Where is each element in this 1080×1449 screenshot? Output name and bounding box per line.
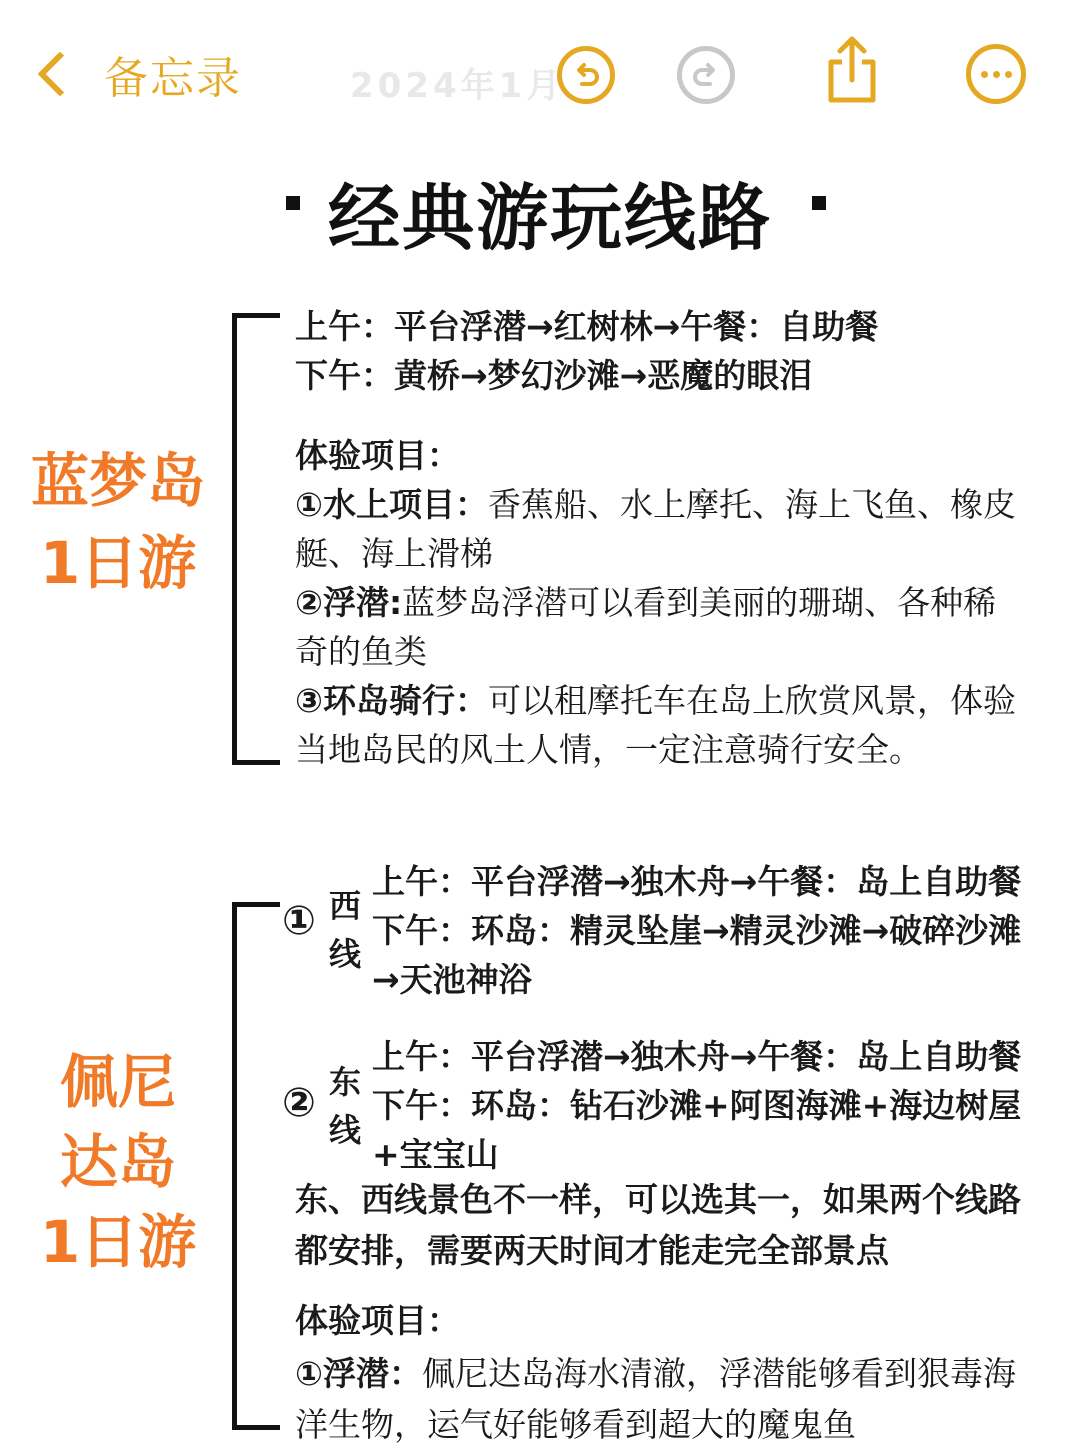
- more-options-button[interactable]: [966, 44, 1026, 104]
- back-button[interactable]: [30, 42, 242, 106]
- route-morning: 上午：平台浮潜→独木舟→午餐：岛上自助餐: [372, 1037, 1022, 1076]
- route-number: ②: [282, 1080, 316, 1126]
- experience-text-cont: 艇、海上滑梯: [295, 534, 493, 573]
- experience-label: ①水上项目：: [295, 485, 488, 524]
- section-label-line: 蓝梦岛: [30, 447, 205, 515]
- experience-item: [295, 578, 996, 627]
- route-afternoon-cont: +宝宝山: [372, 1135, 499, 1174]
- section-label-line: 1日游: [39, 1208, 197, 1276]
- experience-label: ①浮潜：: [295, 1354, 422, 1393]
- faded-date-title: 2024年1月: [350, 66, 565, 106]
- route-name-char: 线: [328, 1111, 361, 1149]
- section-label-line: 佩尼: [59, 1048, 176, 1116]
- redo-button[interactable]: [677, 46, 735, 104]
- experience-item: [295, 480, 1016, 529]
- experience-text-cont: 洋生物，运气好能够看到超大的魔鬼鱼: [295, 1405, 856, 1444]
- experience-text: 蓝梦岛浮潜可以看到美丽的珊瑚、各种稀: [402, 583, 997, 622]
- experience-text-cont: 当地岛民的风土人情，一定注意骑行安全。: [295, 730, 922, 769]
- experience-text: 香蕉船、水上摩托、海上飞鱼、橡皮: [487, 485, 1016, 524]
- route-note: 东、西线景色不一样，可以选其一，如果两个线路: [295, 1180, 1021, 1219]
- ellipsis-icon: [981, 71, 1012, 78]
- experience-label: ③环岛骑行：: [295, 681, 488, 720]
- experience-item: [295, 1349, 1016, 1398]
- route-number: ①: [282, 898, 316, 944]
- section-label-line: 达岛: [59, 1128, 176, 1196]
- section-bracket: [232, 902, 280, 1430]
- morning-text: 平台浮潜→红树林→午餐：自助餐: [394, 307, 879, 346]
- back-label: 备忘录: [104, 53, 242, 104]
- route-afternoon: 下午：环岛：精灵坠崖→精灵沙滩→破碎沙滩: [372, 911, 1022, 950]
- share-button[interactable]: [826, 36, 878, 104]
- experience-heading: 体验项目：: [295, 1301, 460, 1340]
- route-name-char: 东: [328, 1063, 361, 1101]
- route-afternoon: 下午：环岛：钻石沙滩+阿图海滩+海边树屋: [372, 1086, 1022, 1125]
- route-name: [325, 882, 365, 978]
- morning-itinerary: [295, 302, 878, 351]
- section-label-line: 1日游: [39, 529, 197, 597]
- route-morning: 上午：平台浮潜→独木舟→午餐：岛上自助餐: [372, 862, 1022, 901]
- experience-heading: 体验项目：: [295, 436, 460, 475]
- experience-item: [295, 676, 1016, 725]
- afternoon-itinerary: [295, 351, 812, 400]
- route-name: [325, 1058, 365, 1154]
- experience-text: 可以租摩托车在岛上欣赏风景，体验: [487, 681, 1016, 720]
- afternoon-text: 黄桥→梦幻沙滩→恶魔的眼泪: [394, 356, 813, 395]
- title-bullet-right: [812, 196, 826, 210]
- section-bracket: [232, 313, 280, 765]
- page-title: 经典游玩线路: [327, 176, 772, 260]
- route-note-cont: 都安排，需要两天时间才能走完全部景点: [295, 1231, 889, 1270]
- share-icon: [826, 36, 878, 104]
- afternoon-label: 下午：: [295, 356, 394, 395]
- route-name-char: 西: [328, 887, 361, 925]
- experience-text: 佩尼达岛海水清澈，浮潜能够看到狠毒海: [421, 1354, 1016, 1393]
- route-name-char: 线: [328, 935, 361, 973]
- experience-text-cont: 奇的鱼类: [295, 632, 427, 671]
- chevron-left-icon: [37, 51, 82, 96]
- undo-button[interactable]: [557, 46, 615, 104]
- experience-label: ②浮潜:: [295, 583, 403, 622]
- section-label-lembongan: [28, 440, 208, 604]
- morning-label: 上午：: [295, 307, 394, 346]
- route-afternoon-cont: →天池神浴: [372, 960, 532, 999]
- undo-icon: [569, 58, 603, 92]
- section-label-penida: [28, 1042, 208, 1282]
- redo-icon: [689, 58, 723, 92]
